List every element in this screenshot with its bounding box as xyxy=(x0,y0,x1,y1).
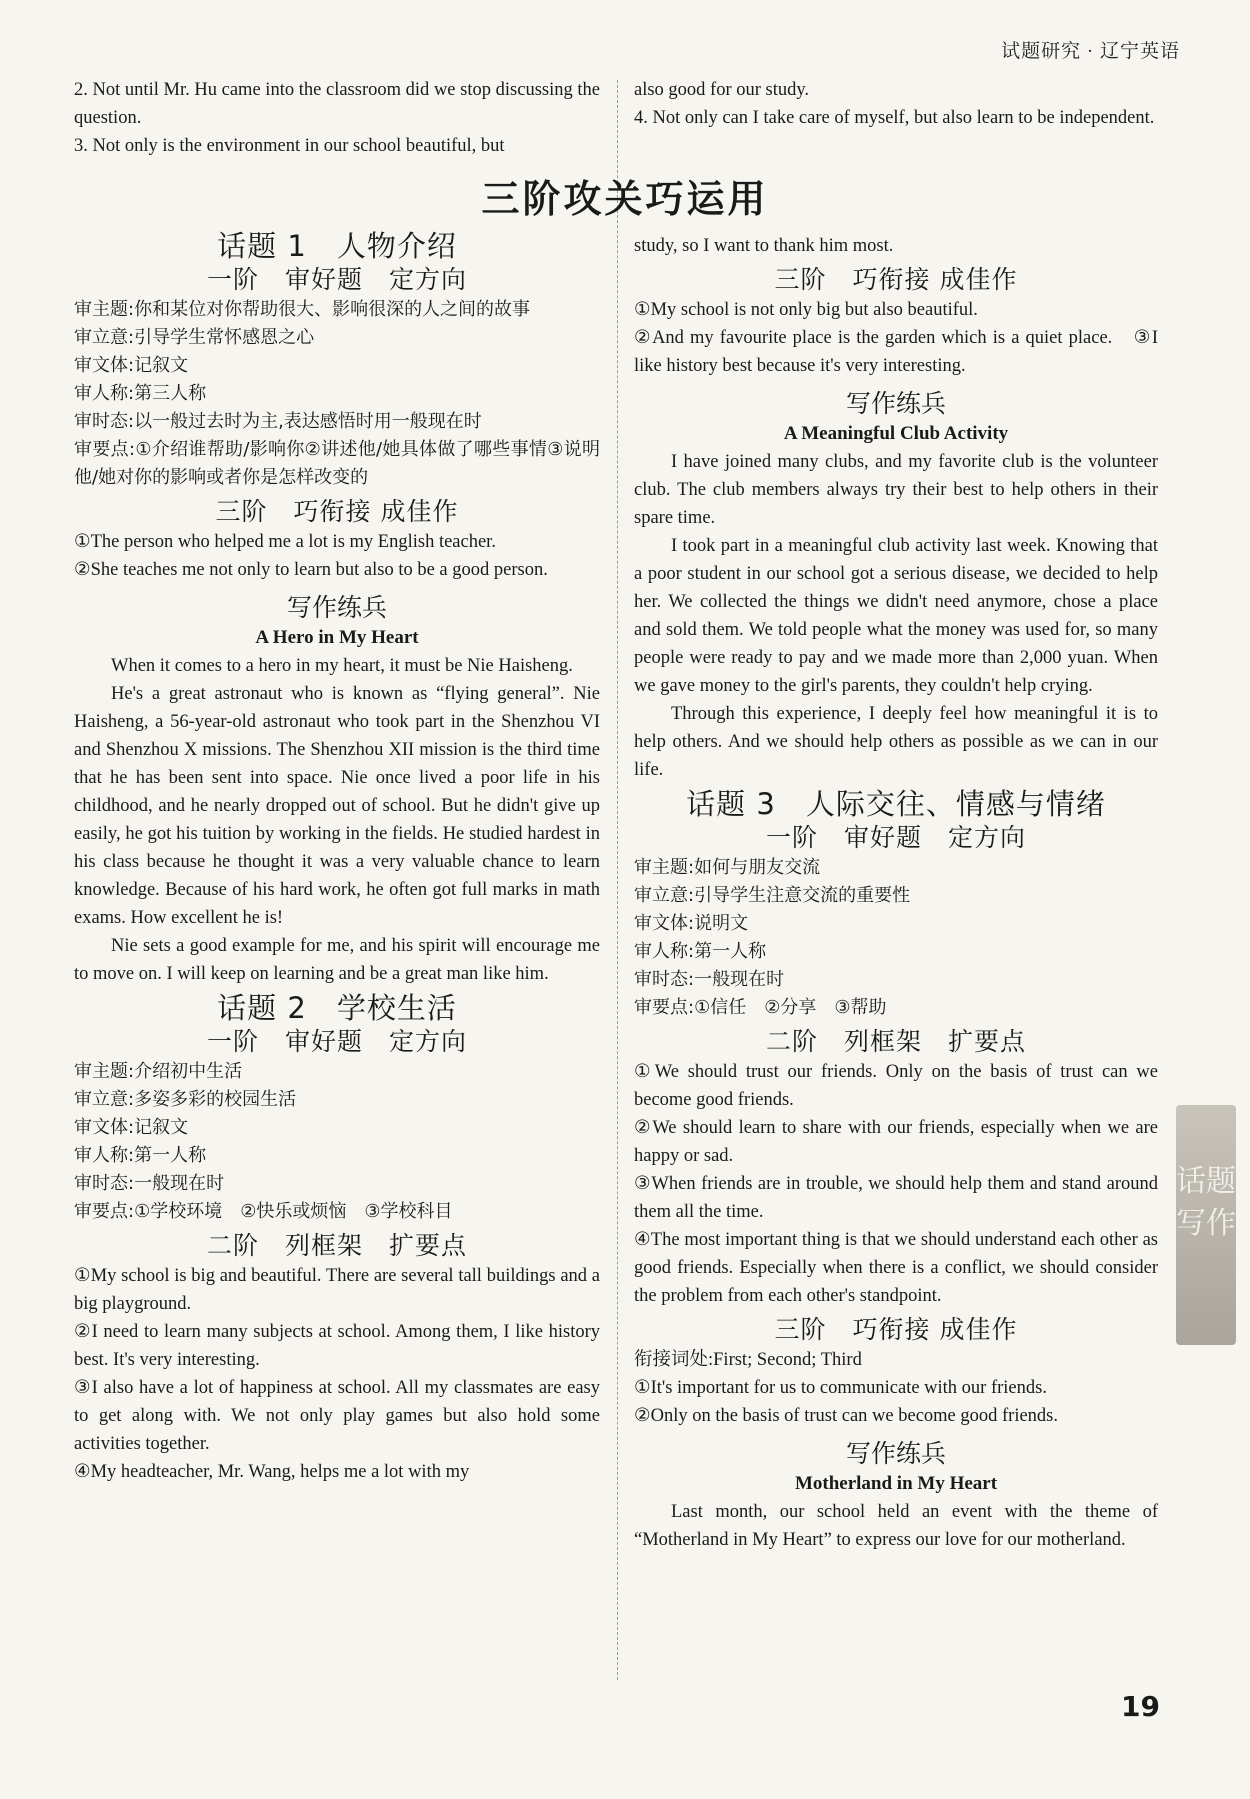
essay-title: Motherland in My Heart xyxy=(794,1473,998,1494)
review-line: 审要点:①介绍谁帮助/影响你②讲述他/她具体做了哪些事情③说明他/她对你的影响或者你是怎样改变的 xyxy=(74,439,600,488)
sentence-2: 2. Not until Mr. Hu came into the classroom did we stop discussing the question. xyxy=(74,80,600,128)
review-line: 审文体:说明文 xyxy=(634,913,749,934)
outline-point: ①We should trust our friends. Only on the basis of trust can we become good friends. xyxy=(634,1062,1158,1110)
topic-1-stage-3: 三阶 巧衔接 成佳作 xyxy=(215,497,459,526)
right-column xyxy=(634,232,1158,1554)
topic-3-stage-2: 二阶 列框架 扩要点 xyxy=(765,1027,1026,1056)
review-line: 审文体:记叙文 xyxy=(74,355,189,376)
topic-1-practice-title: 写作练兵 xyxy=(286,593,387,622)
topic-2-title: 话题 2 学校生活 xyxy=(217,991,457,1025)
outline-point: ④The most important thing is that we should understand each other as good friends. Especially when there is a conflict, we should consider the problem from each other's standpoint. xyxy=(634,1230,1158,1306)
review-line: 审要点:①信任 ②分享 ③帮助 xyxy=(634,997,887,1018)
page-number: 19 xyxy=(1121,1690,1160,1723)
review-line: 审要点:①学校环境 ②快乐或烦恼 ③学校科目 xyxy=(74,1201,453,1222)
essay-paragraph: He's a great astronaut who is known as “flying general”. Nie Haisheng, a 56-year-old astronaut who took part in the Shenzhou VI and Shenzhou X missions. The Shenzhou XII mission is the third time that he has been sent into space. Nie once lived a poor life in his childhood, and he nearly dropped out of school. But he didn't give up easily, he got his tuition by working in the fields. He studied hardest in his class because he thought it was a very valuable chance to learn knowledge. Because of his hard work, he often got full marks in math exams. How excellent he is! xyxy=(74,684,600,928)
section-side-tab: 话题写作 xyxy=(1176,1105,1236,1345)
top-right-text xyxy=(634,76,1158,132)
essay-paragraph: I have joined many clubs, and my favorite club is the volunteer club. The club members always try their best to help others in their spare time. xyxy=(634,452,1158,528)
review-line: 审人称:第三人称 xyxy=(74,383,207,404)
review-line: 审主题:你和某位对你帮助很大、影响很深的人之间的故事 xyxy=(74,299,531,320)
topic-3-practice-title: 写作练兵 xyxy=(845,1439,946,1468)
review-line: 审立意:多姿多彩的校园生活 xyxy=(74,1089,297,1110)
topic-2-stage-2: 二阶 列框架 扩要点 xyxy=(206,1231,467,1260)
outline-point: ④My headteacher, Mr. Wang, helps me a lot with my xyxy=(74,1462,470,1482)
essay-title: A Hero in My Heart xyxy=(255,627,419,648)
topic-3-stage-3: 三阶 巧衔接 成佳作 xyxy=(774,1315,1018,1344)
model-sentence: ①It's important for us to communicate with our friends. xyxy=(634,1378,1047,1398)
model-sentence: ②And my favourite place is the garden which is a quiet place. ③I like history best because it's very interesting. xyxy=(634,328,1158,376)
review-line: 审文体:记叙文 xyxy=(74,1117,189,1138)
essay-paragraph: I took part in a meaningful club activity last week. Knowing that a poor student in our school got a serious disease, we decided to help her. We collected the things we didn't need anymore, chose a place and sold them. We told people what the money was used for, so many people were ready to pay and we made more than 2,000 yuan. When we gave money to the girl's parents, they couldn't help crying. xyxy=(634,536,1158,696)
left-column xyxy=(74,226,600,1486)
sentence-3: 3. Not only is the environment in our school beautiful, but xyxy=(74,136,505,156)
column-divider xyxy=(617,80,618,1680)
topic-3-stage-1: 一阶 审好题 定方向 xyxy=(765,823,1026,852)
review-line: 审时态:以一般过去时为主,表达感悟时用一般现在时 xyxy=(74,411,482,432)
topic-1-stage-1: 一阶 审好题 定方向 xyxy=(206,265,467,294)
model-sentence: ①My school is not only big but also beautiful. xyxy=(634,300,978,320)
topic-2-stage-1: 一阶 审好题 定方向 xyxy=(206,1027,467,1056)
outline-point: ③I also have a lot of happiness at school. All my classmates are easy to get along with. We not only play games but also hold some activities together. xyxy=(74,1378,600,1454)
review-line: 审时态:一般现在时 xyxy=(74,1173,225,1194)
model-sentence: ②Only on the basis of trust can we become good friends. xyxy=(634,1406,1059,1426)
sentence-3-cont: also good for our study. xyxy=(634,80,810,100)
outline-point-cont: study, so I want to thank him most. xyxy=(634,236,894,256)
review-line: 审人称:第一人称 xyxy=(74,1145,207,1166)
review-line: 审时态:一般现在时 xyxy=(634,969,785,990)
topic-2-practice-title: 写作练兵 xyxy=(845,389,946,418)
essay-paragraph: Nie sets a good example for me, and his spirit will encourage me to move on. I will keep on learning and be a great man like him. xyxy=(74,936,600,984)
review-line: 审人称:第一人称 xyxy=(634,941,767,962)
outline-point: ③When friends are in trouble, we should help them and stand around them all the time. xyxy=(634,1174,1158,1222)
review-line: 审主题:如何与朋友交流 xyxy=(634,857,821,878)
review-line: 审立意:引导学生注意交流的重要性 xyxy=(634,885,911,906)
essay-paragraph: When it comes to a hero in my heart, it must be Nie Haisheng. xyxy=(111,656,573,676)
main-title: 三阶攻关巧运用 xyxy=(481,177,769,221)
model-sentence: ①The person who helped me a lot is my English teacher. xyxy=(74,532,496,552)
connector-words: 衔接词处:First; Second; Third xyxy=(634,1350,862,1370)
review-line: 审立意:引导学生常怀感恩之心 xyxy=(74,327,315,348)
outline-point: ②We should learn to share with our friends, especially when we are happy or sad. xyxy=(634,1118,1158,1166)
outline-point: ②I need to learn many subjects at school. Among them, I like history best. It's very interesting. xyxy=(74,1322,600,1370)
topic-2-stage-3: 三阶 巧衔接 成佳作 xyxy=(774,265,1018,294)
essay-title: A Meaningful Club Activity xyxy=(783,423,1009,444)
sentence-4: 4. Not only can I take care of myself, but also learn to be independent. xyxy=(634,108,1155,128)
review-line: 审主题:介绍初中生活 xyxy=(74,1061,243,1082)
outline-point: ①My school is big and beautiful. There are several tall buildings and a big playground. xyxy=(74,1266,600,1314)
running-header: 试题研究 · 辽宁英语 xyxy=(1001,41,1180,62)
topic-1-title: 话题 1 人物介绍 xyxy=(217,229,457,263)
top-left-text xyxy=(74,76,600,160)
essay-paragraph: Through this experience, I deeply feel how meaningful it is to help others. And we should help others as possible as we can in our life. xyxy=(634,704,1158,780)
topic-3-title: 话题 3 人际交往、情感与情绪 xyxy=(686,787,1106,821)
essay-paragraph: Last month, our school held an event with the theme of “Motherland in My Heart” to express our love for our motherland. xyxy=(634,1502,1158,1550)
model-sentence: ②She teaches me not only to learn but also to be a good person. xyxy=(74,560,548,580)
